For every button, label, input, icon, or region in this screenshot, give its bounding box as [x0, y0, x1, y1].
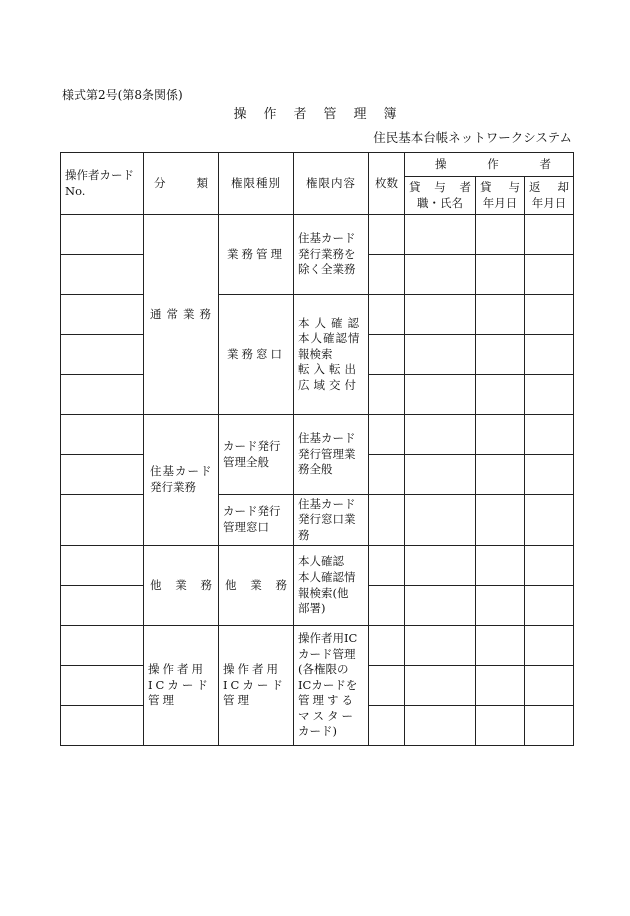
lend-date-cell[interactable] — [476, 295, 525, 335]
category-line: ICカード — [148, 677, 211, 692]
operator-ledger-table — [60, 152, 574, 746]
lender-cell[interactable] — [405, 666, 476, 706]
content-line: 本人確認 — [298, 315, 364, 330]
document-title: 操作者管理簿 — [233, 107, 414, 122]
content-line: 本人確認 — [298, 554, 344, 569]
type-business-counter: 業務窓口 — [219, 295, 294, 415]
card-no-cell[interactable] — [61, 495, 144, 546]
type-line: カード発行 — [223, 504, 281, 519]
lend-date-cell[interactable] — [476, 215, 525, 255]
card-no-cell[interactable] — [61, 215, 144, 255]
header-category-char1: 分 — [154, 175, 166, 190]
header-category-char2: 類 — [196, 175, 208, 190]
content-line: ICカードを — [298, 677, 358, 692]
type-line: ICカード — [223, 677, 286, 692]
content-line: 発行管理業 — [298, 446, 356, 461]
header-return-date-char1: 返 — [529, 179, 541, 194]
header-category — [144, 153, 219, 215]
return-date-cell[interactable] — [525, 495, 574, 546]
category-line: 管理 — [148, 693, 177, 708]
lend-date-cell[interactable] — [476, 455, 525, 495]
lend-date-cell[interactable] — [476, 706, 525, 746]
lender-cell[interactable] — [405, 295, 476, 335]
header-operator-char3: 者 — [539, 156, 552, 171]
card-no-cell[interactable] — [61, 255, 144, 295]
header-lend-date-char1: 貸 — [480, 179, 492, 194]
card-no-cell[interactable] — [61, 375, 144, 415]
count-cell[interactable] — [369, 295, 405, 335]
count-cell[interactable] — [369, 706, 405, 746]
count-cell[interactable] — [369, 375, 405, 415]
type-char: 務 — [275, 577, 287, 592]
lend-date-cell[interactable] — [476, 586, 525, 626]
lender-cell[interactable] — [405, 586, 476, 626]
count-cell[interactable] — [369, 626, 405, 666]
form-label: 様式第2号(第8条関係) — [62, 88, 183, 102]
header-return-date-sub: 年月日 — [531, 195, 567, 210]
header-card-no-line1: 操作者カード — [65, 167, 134, 182]
content-line: (各権限の — [298, 662, 349, 677]
lend-date-cell[interactable] — [476, 495, 525, 546]
card-no-cell[interactable] — [61, 335, 144, 375]
lender-cell[interactable] — [405, 335, 476, 375]
return-date-cell[interactable] — [525, 546, 574, 586]
return-date-cell[interactable] — [525, 626, 574, 666]
content-line: 本人確認情 — [298, 569, 356, 584]
header-card-no — [61, 153, 144, 215]
content-business-counter — [294, 295, 369, 415]
header-operator-char1: 操 — [435, 156, 447, 171]
content-line: 住基カード — [298, 431, 356, 446]
content-other-work — [294, 546, 369, 626]
content-line: カード管理 — [298, 646, 356, 661]
lend-date-cell[interactable] — [476, 546, 525, 586]
category-card-issuance — [144, 415, 219, 546]
header-count: 枚数 — [369, 153, 405, 215]
lend-date-cell[interactable] — [476, 375, 525, 415]
content-line: マスター — [298, 708, 356, 723]
return-date-cell[interactable] — [525, 255, 574, 295]
content-line: 本人確認情 — [298, 331, 361, 346]
count-cell[interactable] — [369, 335, 405, 375]
content-line: 転入転出 — [298, 362, 360, 377]
category-char: 務 — [200, 577, 212, 592]
lender-cell[interactable] — [405, 706, 476, 746]
lender-cell[interactable] — [405, 495, 476, 546]
lend-date-cell[interactable] — [476, 626, 525, 666]
header-return-date-char2: 却 — [557, 179, 570, 194]
return-date-cell[interactable] — [525, 666, 574, 706]
card-no-cell[interactable] — [61, 666, 144, 706]
content-card-issuance-counter — [294, 495, 369, 546]
count-cell[interactable] — [369, 495, 405, 546]
header-permission-content: 権限内容 — [294, 153, 369, 215]
header-permission-type: 権限種別 — [219, 153, 294, 215]
category-line: 住基カード — [150, 464, 213, 479]
content-line: カード) — [298, 724, 337, 739]
count-cell[interactable] — [369, 215, 405, 255]
card-no-cell[interactable] — [61, 706, 144, 746]
card-no-cell[interactable] — [61, 546, 144, 586]
content-line: 住基カード — [298, 496, 356, 511]
lend-date-cell[interactable] — [476, 666, 525, 706]
card-no-cell[interactable] — [61, 626, 144, 666]
type-card-issuance-counter — [219, 495, 294, 546]
return-date-cell[interactable] — [525, 415, 574, 455]
category-regular-work: 通常業務 — [144, 215, 219, 415]
header-lender-char1: 貸 — [409, 179, 421, 194]
count-cell[interactable] — [369, 666, 405, 706]
category-line: 操作者用 — [148, 662, 206, 677]
type-card-issuance-general — [219, 415, 294, 495]
type-line: 操作者用 — [223, 662, 281, 677]
content-line: 除く全業務 — [298, 262, 356, 277]
header-lender-char2: 与 — [434, 179, 446, 194]
category-char: 他 — [150, 577, 162, 592]
category-ic-card-management — [144, 626, 219, 746]
header-lend-date — [476, 177, 525, 215]
header-operator-char2: 作 — [487, 156, 499, 171]
type-line: 管理全般 — [223, 454, 269, 469]
type-char: 他 — [225, 577, 237, 592]
return-date-cell[interactable] — [525, 375, 574, 415]
lender-cell[interactable] — [405, 375, 476, 415]
content-line: 報検索(他 — [298, 585, 349, 600]
count-cell[interactable] — [369, 415, 405, 455]
lender-cell[interactable] — [405, 415, 476, 455]
header-lender-char3: 者 — [459, 179, 471, 194]
return-date-cell[interactable] — [525, 295, 574, 335]
type-business-management: 業務管理 — [219, 215, 294, 295]
type-char: 業 — [250, 577, 262, 592]
header-card-no-line2: No. — [65, 183, 86, 198]
content-line: 広域交付 — [298, 377, 360, 392]
content-line: 発行窓口業 — [298, 512, 356, 527]
card-no-cell[interactable] — [61, 455, 144, 495]
return-date-cell[interactable] — [525, 215, 574, 255]
content-card-issuance-general — [294, 415, 369, 495]
lender-cell[interactable] — [405, 215, 476, 255]
count-cell[interactable] — [369, 455, 405, 495]
system-name: 住民基本台帳ネットワークシステム — [373, 130, 572, 145]
content-line: 部署) — [298, 601, 326, 616]
lend-date-cell[interactable] — [476, 415, 525, 455]
card-no-cell[interactable] — [61, 295, 144, 335]
card-no-cell[interactable] — [61, 586, 144, 626]
return-date-cell[interactable] — [525, 706, 574, 746]
return-date-cell[interactable] — [525, 335, 574, 375]
card-no-cell[interactable] — [61, 415, 144, 455]
return-date-cell[interactable] — [525, 455, 574, 495]
lend-date-cell[interactable] — [476, 335, 525, 375]
lender-cell[interactable] — [405, 455, 476, 495]
type-ic-card-management — [219, 626, 294, 746]
lend-date-cell[interactable] — [476, 255, 525, 295]
count-cell[interactable] — [369, 586, 405, 626]
lender-cell[interactable] — [405, 255, 476, 295]
type-line: カード発行 — [223, 438, 281, 453]
header-return-date — [525, 177, 574, 215]
lender-cell[interactable] — [405, 626, 476, 666]
header-operator — [405, 153, 574, 177]
content-line: 操作者用IC — [298, 631, 358, 646]
category-other-work — [144, 546, 219, 626]
return-date-cell[interactable] — [525, 586, 574, 626]
content-line: 報検索 — [298, 346, 333, 361]
type-other-work — [219, 546, 294, 626]
header-lend-date-char2: 与 — [508, 179, 520, 194]
content-line: 務 — [298, 527, 310, 542]
content-line: 発行業務を — [298, 246, 356, 261]
type-line: 管理 — [223, 693, 252, 708]
count-cell[interactable] — [369, 546, 405, 586]
content-line: 務全般 — [298, 462, 333, 477]
category-line: 発行業務 — [150, 480, 196, 494]
header-lend-date-sub: 年月日 — [482, 195, 518, 210]
content-business-management — [294, 215, 369, 295]
content-ic-card-management — [294, 626, 369, 746]
header-lender-name: 職・氏名 — [417, 195, 463, 210]
content-line: 管理する — [298, 693, 356, 708]
count-cell[interactable] — [369, 255, 405, 295]
header-lender — [405, 177, 476, 215]
lender-cell[interactable] — [405, 546, 476, 586]
type-line: 管理窓口 — [223, 520, 269, 534]
category-char: 業 — [175, 577, 187, 592]
content-line: 住基カード — [298, 231, 356, 246]
